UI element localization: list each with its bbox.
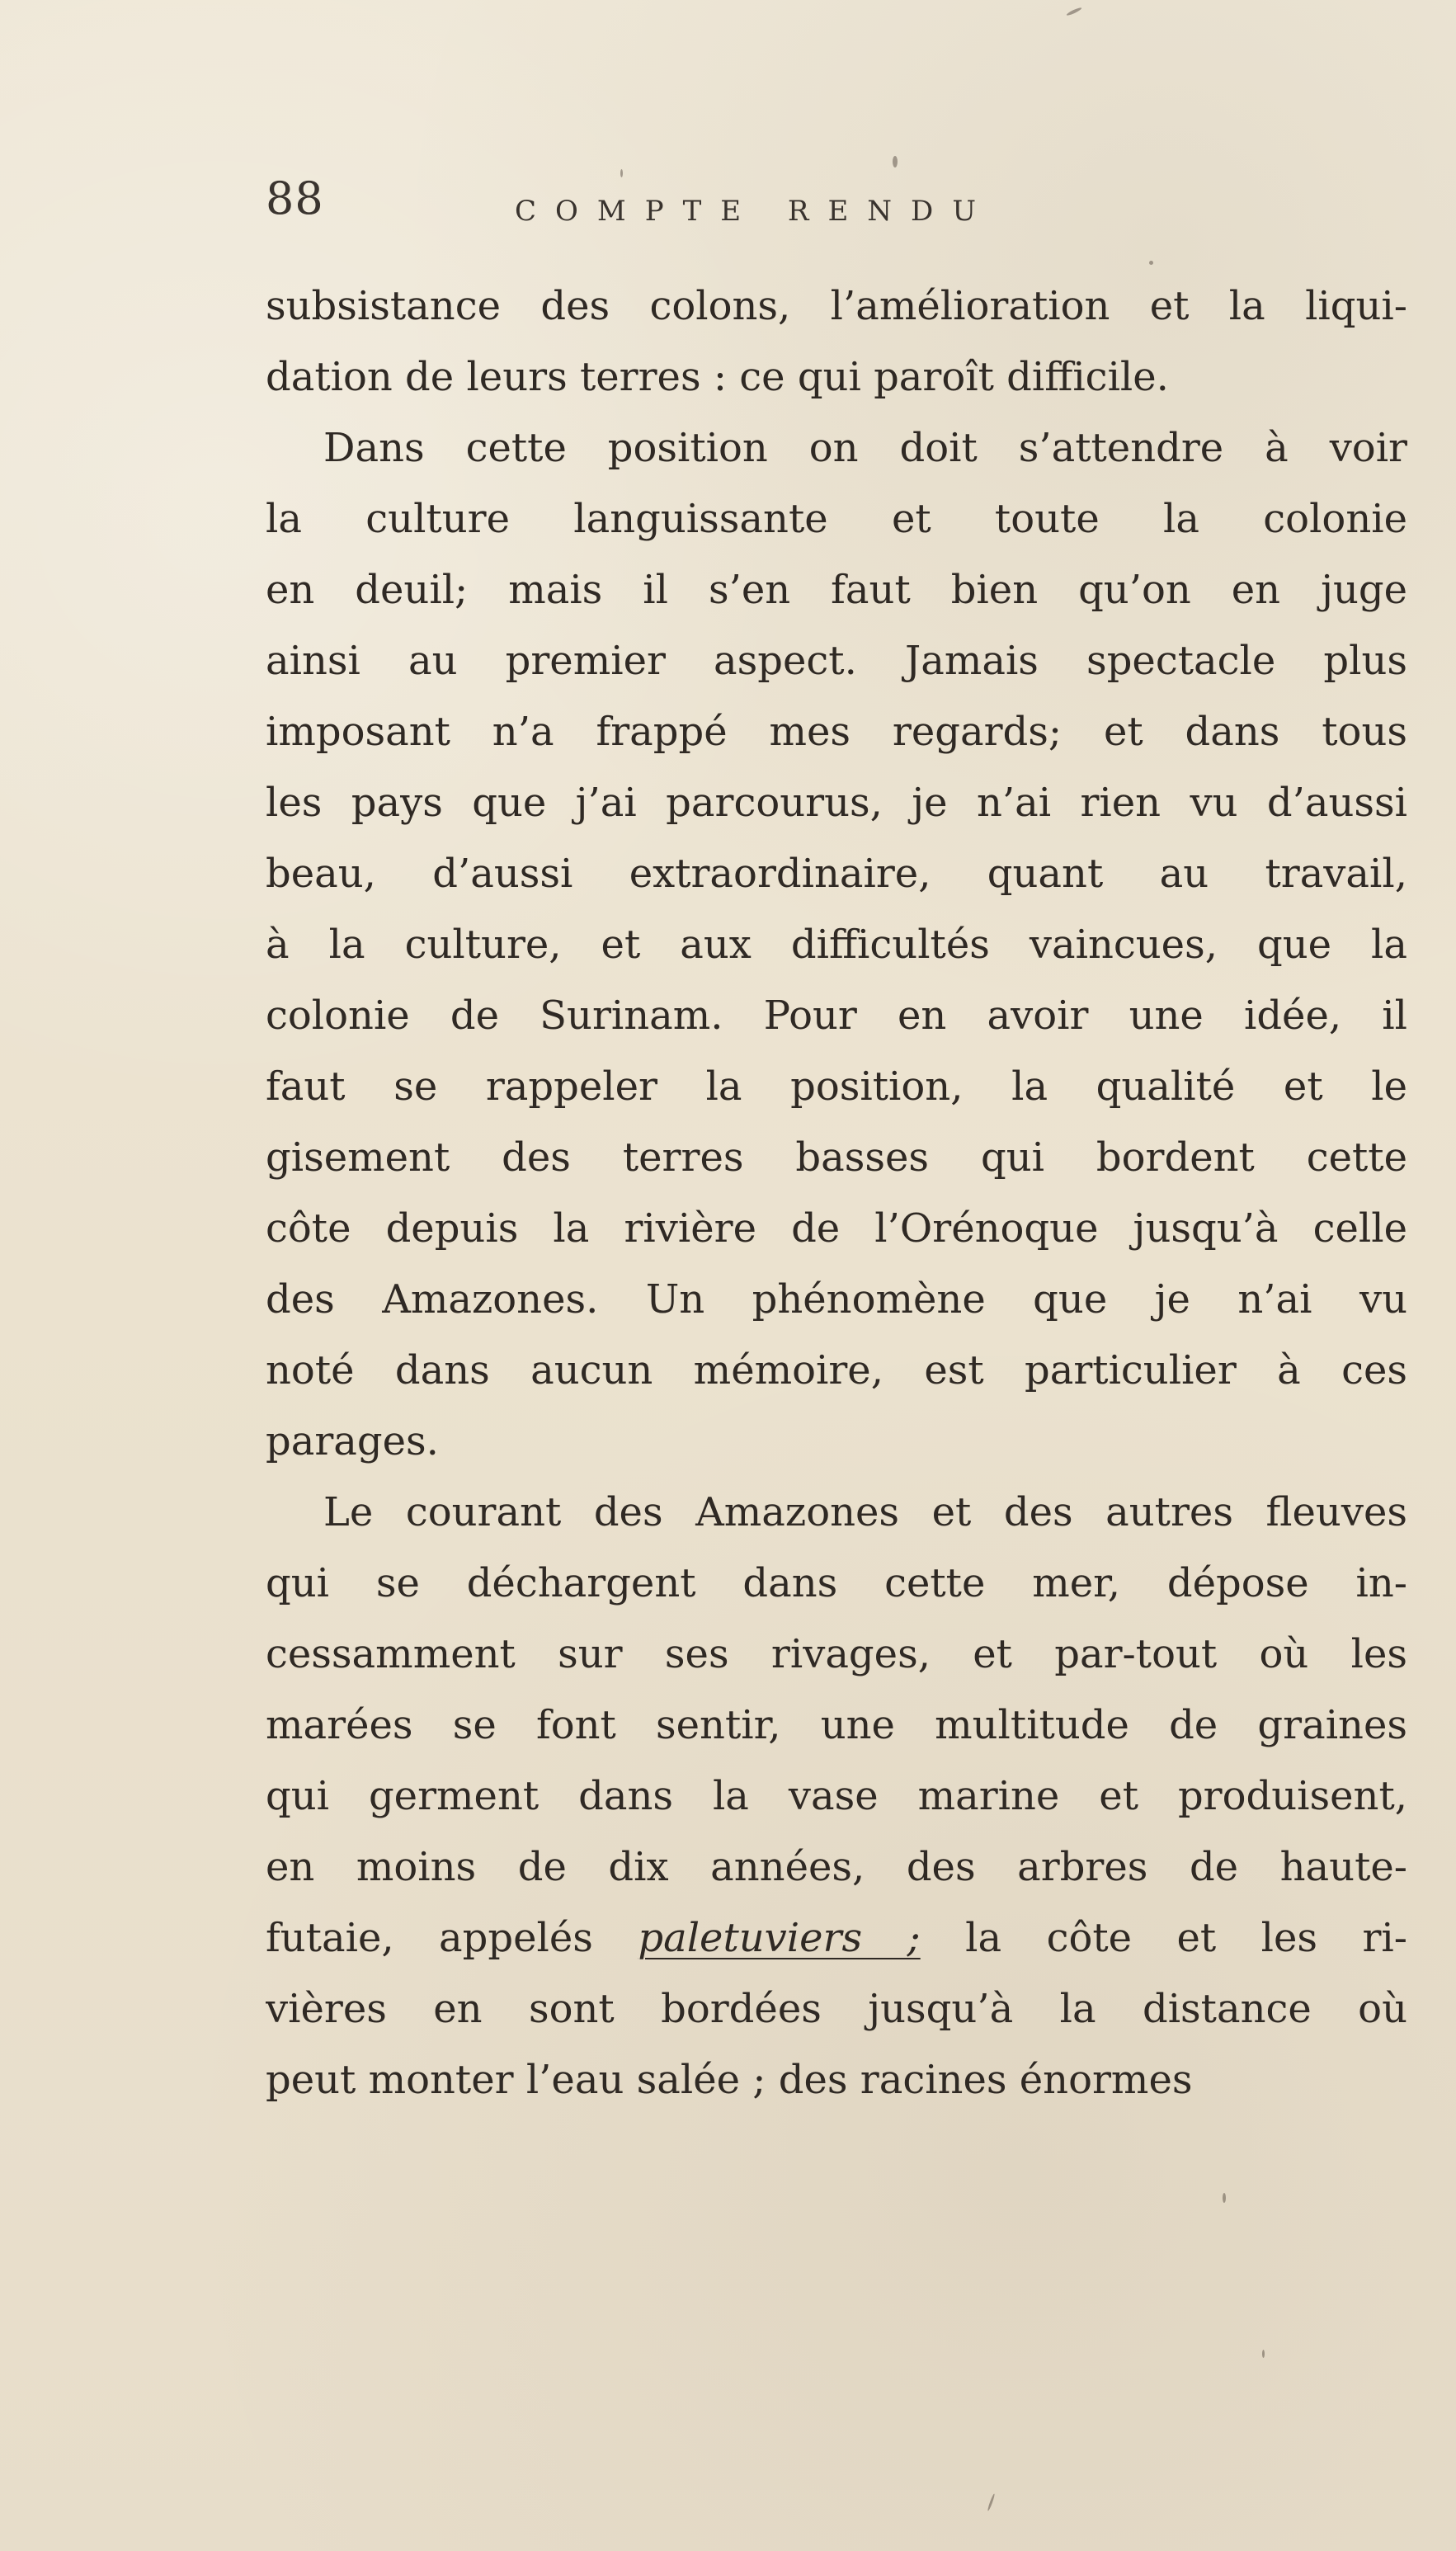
page-header [266, 172, 1355, 251]
text-segment: futaie, appelés [266, 1915, 638, 1961]
paper-speck [1066, 7, 1082, 17]
text-line: noté dans aucun mémoire, est particulier à ces [266, 1347, 1407, 1393]
paper-speck [620, 169, 623, 177]
text-line: imposant n’a frappé mes regards; et dans tous [266, 709, 1407, 755]
text-line: subsistance des colons, l’amélioration et la liqui- [266, 283, 1407, 329]
paper-speck [1223, 2193, 1226, 2203]
text-line: faut se rappeler la position, la qualité et le [266, 1063, 1407, 1110]
text-line: gisement des terres basses qui bordent cette [266, 1134, 1407, 1181]
text-line: colonie de Surinam. Pour en avoir une idée, il [266, 993, 1407, 1039]
text-line: qui germent dans la vase marine et produisent, [266, 1773, 1407, 1819]
text-line-with-italic-term [266, 1903, 1407, 1973]
paper-speck [1262, 2350, 1265, 2358]
text-line: ainsi au premier aspect. Jamais spectacle plus [266, 638, 1407, 684]
page-number: 88 [266, 172, 324, 224]
text-line: qui se déchargent dans cette mer, dépose in- [266, 1560, 1407, 1606]
text-line: cessamment sur ses rivages, et par-tout où les [266, 1631, 1407, 1677]
text-line: dation de leurs terres : ce qui paroît difficile. [266, 354, 1169, 400]
paper-speck [987, 2493, 995, 2511]
paper-speck [893, 156, 898, 167]
running-head: COMPTE RENDU [515, 195, 995, 228]
text-line: peut monter l’eau salée ; des racines énormes [266, 2057, 1193, 2103]
text-line: côte depuis la rivière de l’Orénoque jusqu’à celle [266, 1205, 1407, 1252]
text-line: la culture languissante et toute la colonie [266, 496, 1407, 542]
text-line: en moins de dix années, des arbres de haute- [266, 1844, 1407, 1890]
paper-speck [1149, 261, 1153, 265]
text-line: à la culture, et aux difficultés vaincues, que la [266, 922, 1407, 968]
text-line: beau, d’aussi extraordinaire, quant au travail, [266, 851, 1407, 897]
text-line: vières en sont bordées jusqu’à la distance où [266, 1986, 1407, 2032]
text-line: les pays que j’ai parcourus, je n’ai rien vu d’aussi [266, 780, 1407, 826]
text-segment: la côte et les ri- [920, 1915, 1407, 1961]
italic-term-paletuviers: paletuviers ; [638, 1915, 921, 1961]
paragraph-start-line: Dans cette position on doit s’attendre à voir [323, 425, 1407, 471]
text-line: des Amazones. Un phénomène que je n’ai vu [266, 1276, 1407, 1323]
text-line: en deuil; mais il s’en faut bien qu’on en juge [266, 567, 1407, 613]
body-text [266, 271, 1407, 2115]
text-line: marées se font sentir, une multitude de graines [266, 1702, 1407, 1748]
text-line: parages. [266, 1418, 439, 1464]
paragraph-start-line: Le courant des Amazones et des autres fleuves [323, 1489, 1407, 1535]
